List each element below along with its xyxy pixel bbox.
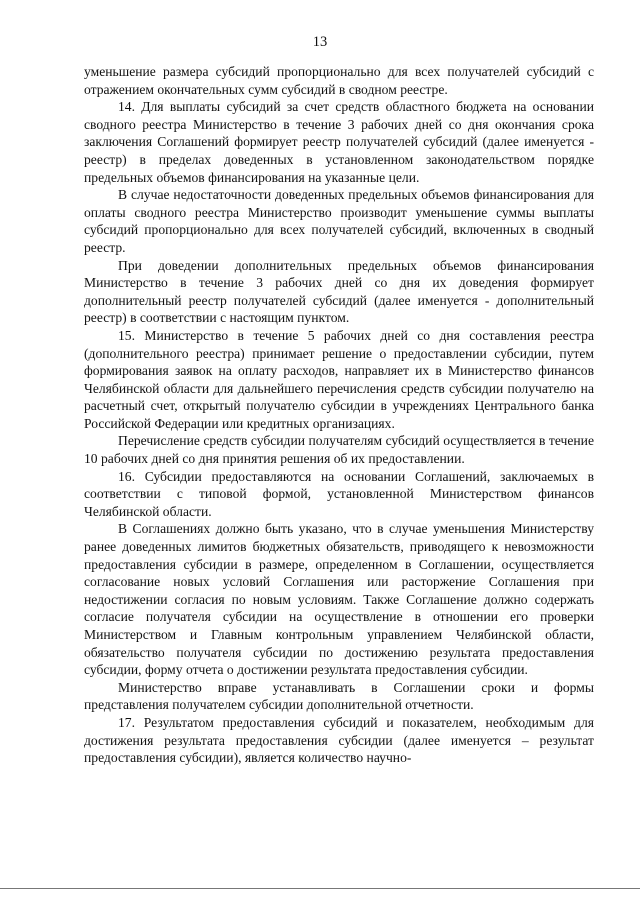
paragraph-additional-registry: При доведении дополнительных предельных объемов финансирования Министерство в течение 3 рабочих дней со дня их доведения формирует дополнительный реестр получателей субсидий (далее именуется - дополнительный реестр) в соответствии с настоящим пунктом. xyxy=(84,257,594,326)
page-number: 13 xyxy=(312,34,328,50)
paragraph-transfer-term: Перечисление средств субсидии получателям субсидий осуществляется в течение 10 рабочих дней со дня принятия решения об их предоставлении. xyxy=(84,433,594,467)
paragraph-item-14: 14. Для выплаты субсидий за счет средств областного бюджета на основании сводного реестра Министерство в течение 3 рабочих дней со дня окончания срока заключения Соглашений формирует реестр получателей субсидий (далее именуется - реестр) в пределах доведенных в установленном законодательством порядке предельных объемов финансирования на указанные цели. xyxy=(84,99,594,185)
document-body xyxy=(84,63,594,767)
paragraph-item-15: 15. Министерство в течение 5 рабочих дней со дня составления реестра (дополнительного реестра) принимает решение о предоставлении субсидии, путем формирования заявок на оплату расходов, направляет их в Министерство финансов Челябинской области для дальнейшего перечисления средств субсидии получателю на расчетный счет, открытый получателю субсидии в учреждениях Центрального банка Российской Федерации или кредитных организациях. xyxy=(84,327,594,431)
paragraph-continuation: уменьшение размера субсидий пропорционально для всех получателей субсидий с отражением окончательных сумм субсидий в сводном реестре. xyxy=(84,64,594,97)
paragraph-insufficient-funding: В случае недостаточности доведенных предельных объемов финансирования для оплаты сводного реестра Министерство производит уменьшение суммы выплаты субсидий пропорционально для всех получателей субсидий, включенных в сводный реестр. xyxy=(84,187,594,255)
paragraph-item-16: 16. Субсидии предоставляются на основании Соглашений, заключаемых в соответствии с типовой формой, установленной Министерством финансов Челябинской области. xyxy=(84,468,594,519)
paragraph-agreement-terms: В Соглашениях должно быть указано, что в случае уменьшения Министерству ранее доведенных лимитов бюджетных обязательств, приводящего к невозможности предоставления субсидии в размере, определенном в Соглашении, осуществляется согласование новых условий Соглашения или расторжение Соглашения при недостижении согласия по новым условиям. Также Соглашение должно содержать согласие получателя субсидии на осуществление в отношении его проверки Министерством и Главным контрольным управлением Челябинской области, обязательство получателя субсидии по достижению результата предоставления субсидии, форму отчета о достижении результата предоставления субсидии. xyxy=(84,521,594,678)
bottom-divider xyxy=(0,888,640,889)
paragraph-additional-reporting: Министерство вправе устанавливать в Соглашении сроки и формы представления получателем субсидии дополнительной отчетности. xyxy=(84,679,594,713)
paragraph-item-17: 17. Результатом предоставления субсидий и показателем, необходимым для достижения результата предоставления субсидии (далее именуется – результат предоставления субсидии), является количество научно- xyxy=(84,714,594,766)
